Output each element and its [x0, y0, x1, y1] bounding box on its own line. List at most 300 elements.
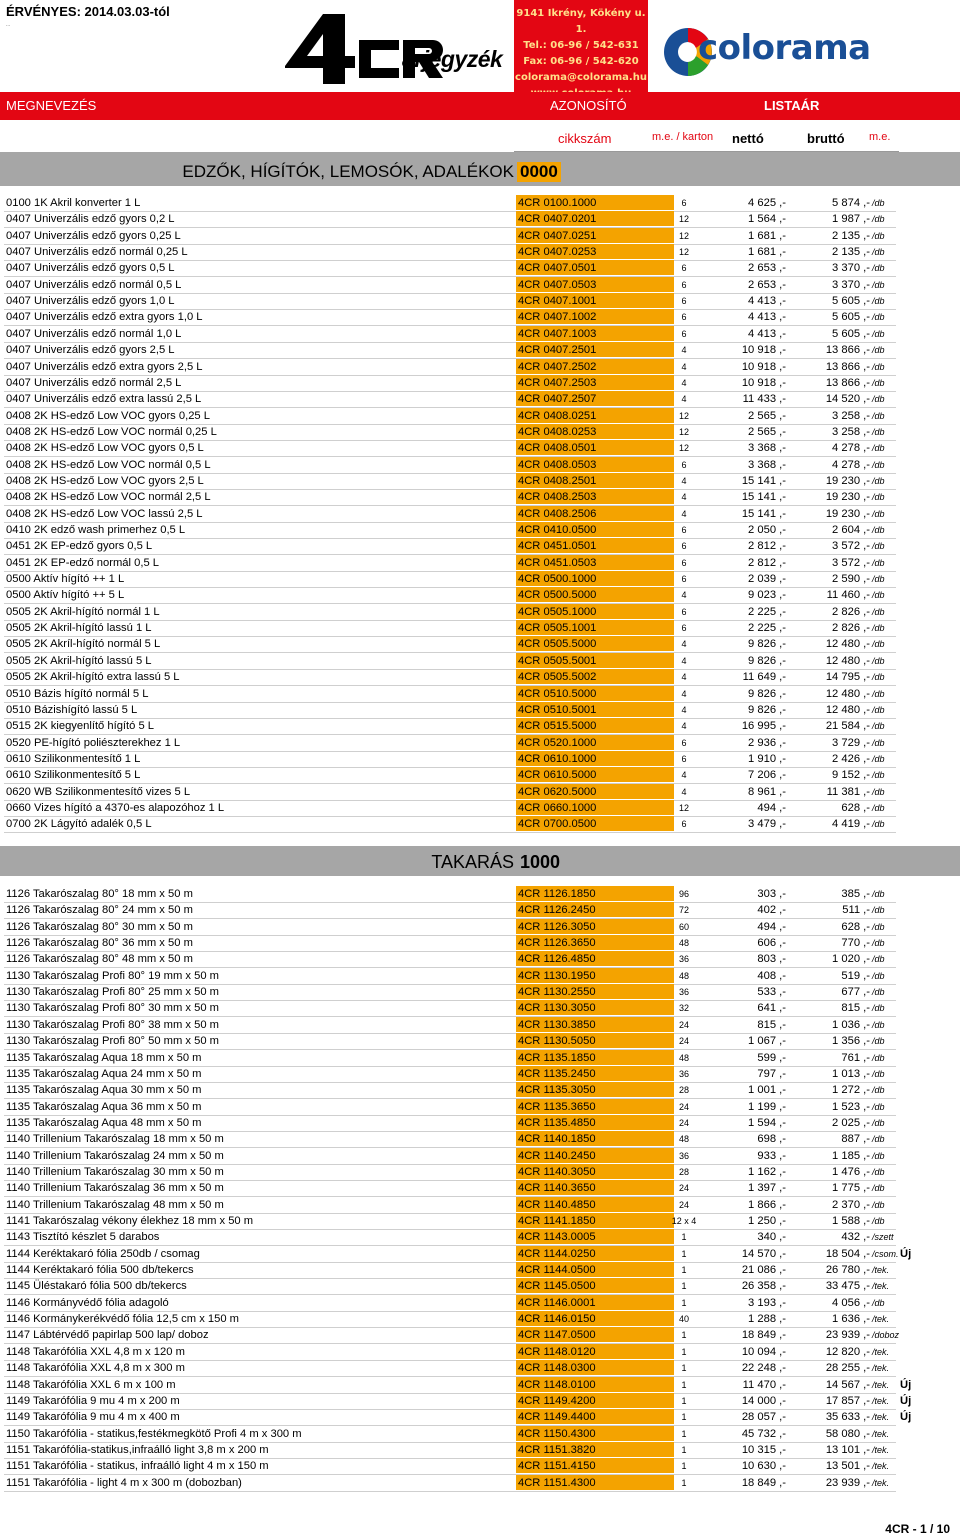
- gross-price: 19 230 ,-: [825, 474, 870, 487]
- product-code: 4CR 1126.1850: [516, 886, 674, 901]
- pack-qty: 1: [681, 1297, 687, 1308]
- product-name: 1140 Trillenium Takarószalag 18 mm x 50 m: [6, 1133, 224, 1146]
- product-code: 4CR 1126.2450: [516, 902, 674, 917]
- table-row: [4, 211, 896, 228]
- product-name: 1148 Takarófólia XXL 4,8 m x 300 m: [6, 1362, 185, 1375]
- table-row: [4, 1131, 896, 1148]
- contact-fax: Fax: 06-96 / 542-620: [523, 56, 639, 67]
- pack-qty: 4: [681, 508, 687, 519]
- section-edzok-title: EDZŐK, HÍGÍTÓK, LEMOSÓK, ADALÉKOK: [182, 162, 514, 181]
- pack-qty: 36: [678, 1150, 689, 1161]
- product-name: 1135 Takarószalag Aqua 24 mm x 50 m: [6, 1067, 202, 1080]
- product-name: 1126 Takarószalag 80° 48 mm x 50 m: [6, 953, 193, 966]
- net-price: 1 564 ,-: [748, 213, 786, 226]
- net-price: 2 812 ,-: [748, 540, 786, 553]
- table-row: [4, 1066, 896, 1083]
- table-row: [4, 1050, 896, 1067]
- product-name: 0620 WB Szilikonmentesítő vizes 5 L: [6, 785, 191, 798]
- table-row: [4, 473, 896, 490]
- table-row: [4, 718, 896, 735]
- product-code: 4CR 1140.2450: [516, 1148, 674, 1163]
- product-name: 1130 Takarószalag Profi 80° 30 mm x 50 m: [6, 1002, 219, 1015]
- table-row: [4, 555, 896, 572]
- net-price: 1 866 ,-: [748, 1198, 786, 1211]
- net-price: 1 397 ,-: [748, 1182, 786, 1195]
- net-price: 10 918 ,-: [741, 376, 786, 389]
- net-price: 3 193 ,-: [748, 1296, 786, 1309]
- table-row: [4, 440, 896, 457]
- net-price: 303 ,-: [757, 888, 786, 900]
- net-price: 4 413 ,-: [748, 327, 786, 340]
- table-row: [4, 1393, 912, 1410]
- product-name: 0407 Univerzális edző normál 0,5 L: [6, 278, 182, 291]
- unit: /db: [872, 1166, 885, 1177]
- gross-price: 1 588 ,-: [832, 1215, 870, 1227]
- table-row: [4, 751, 896, 768]
- product-name: 0520 PE-hígító poliészterekhez 1 L: [6, 736, 181, 749]
- product-name: 1135 Takarószalag Aqua 48 mm x 50 m: [6, 1116, 202, 1129]
- product-code: 4CR 0408.2503: [516, 489, 674, 504]
- table-row: [4, 457, 896, 474]
- product-code: 4CR 0407.2502: [516, 359, 674, 374]
- pack-qty: 48: [678, 938, 689, 949]
- net-price: 10 918 ,-: [741, 344, 786, 357]
- unit: /db: [872, 394, 885, 405]
- table-row: [4, 424, 896, 441]
- gross-price: 3 729 ,-: [832, 736, 870, 749]
- pack-qty: 6: [681, 198, 687, 208]
- pack-qty: 1: [681, 1330, 687, 1341]
- unit: /db: [872, 1134, 885, 1145]
- table-row: [4, 375, 896, 392]
- table-row: [4, 571, 896, 588]
- pack-qty: 24: [678, 1036, 689, 1047]
- pack-qty: 4: [681, 361, 687, 372]
- unit: /db: [872, 296, 885, 307]
- product-name: 0510 Bázishígító lassú 5 L: [6, 703, 138, 716]
- gross-price: 1 523 ,-: [832, 1100, 870, 1113]
- net-price: 2 653 ,-: [748, 262, 786, 275]
- table-row: [4, 1295, 896, 1312]
- unit: /db: [872, 377, 885, 388]
- sub-header: [514, 121, 899, 152]
- unit: /db: [872, 672, 885, 683]
- unit: /db: [872, 905, 885, 916]
- table-row: [4, 1033, 896, 1050]
- product-code: 4CR 1149.4200: [516, 1393, 674, 1408]
- unit: /db: [872, 987, 885, 998]
- net-price: 7 206 ,-: [748, 769, 786, 782]
- product-name: 0505 2K Akril-hígító lassú 1 L: [6, 622, 152, 635]
- table-row: [4, 653, 896, 670]
- unit: /db: [872, 492, 885, 503]
- gross-price: 13 101 ,-: [825, 1443, 870, 1456]
- unit: /db: [872, 704, 885, 715]
- table-row: [4, 1115, 896, 1132]
- pack-qty: 1: [681, 1281, 687, 1292]
- product-name: 1135 Takarószalag Aqua 36 mm x 50 m: [6, 1100, 202, 1113]
- table-row: [4, 669, 896, 686]
- product-code: 4CR 1140.1850: [516, 1131, 674, 1146]
- new-badge: Új: [900, 1394, 912, 1407]
- pack-qty: 48: [678, 970, 689, 981]
- gross-price: 2 135 ,-: [832, 229, 870, 242]
- pack-qty: 12: [678, 426, 689, 437]
- product-name: 0408 2K HS-edző Low VOC gyors 0,25 L: [6, 409, 210, 422]
- gross-price: 2 426 ,-: [832, 752, 870, 765]
- pack-qty: 72: [678, 905, 689, 916]
- pack-qty: 4: [681, 345, 687, 356]
- pack-qty: 6: [681, 753, 687, 764]
- product-code: 4CR 1130.3850: [516, 1017, 674, 1032]
- gross-price: 23 939 ,-: [825, 1476, 870, 1489]
- product-name: 1126 Takarószalag 80° 18 mm x 50 m: [6, 888, 193, 900]
- pack-qty: 36: [678, 1068, 689, 1079]
- product-code: 4CR 0610.1000: [516, 751, 674, 766]
- net-price: 933 ,-: [757, 1149, 786, 1162]
- net-price: 4 413 ,-: [748, 311, 786, 324]
- unit: /csom.: [872, 1248, 899, 1259]
- gross-price: 1 272 ,-: [832, 1084, 870, 1097]
- net-price: 1 067 ,-: [748, 1035, 786, 1048]
- sub-brutto: bruttó: [807, 131, 845, 146]
- unit: /tek.: [872, 1444, 890, 1455]
- gross-price: 13 866 ,-: [825, 376, 870, 389]
- gross-price: 12 480 ,-: [825, 703, 870, 716]
- net-price: 1 910 ,-: [748, 752, 786, 765]
- product-name: 1148 Takarófólia XXL 4,8 m x 120 m: [6, 1345, 185, 1358]
- unit: /tek.: [872, 1281, 890, 1292]
- table-row: [4, 1148, 896, 1165]
- gross-price: 519 ,-: [841, 969, 870, 982]
- gross-price: 4 056 ,-: [832, 1296, 870, 1309]
- unit: /db: [872, 1052, 885, 1063]
- table-row: [4, 195, 896, 212]
- net-price: 1 681 ,-: [748, 229, 786, 242]
- net-price: 3 368 ,-: [748, 442, 786, 455]
- unit: /db: [872, 639, 885, 650]
- col-listaar: LISTAÁR: [764, 98, 820, 113]
- pack-qty: 12: [678, 410, 689, 421]
- gross-price: 11 460 ,-: [826, 589, 870, 602]
- table-row: [4, 636, 896, 653]
- unit: /db: [872, 1068, 885, 1079]
- table-row: [4, 604, 896, 621]
- product-name: 1151 Takarófólia - light 4 m x 300 m (dobozban): [6, 1476, 242, 1489]
- col-megnevezes: MEGNEVEZÉS: [6, 98, 97, 113]
- net-price: 4 413 ,-: [748, 295, 786, 308]
- new-badge: Új: [900, 1247, 912, 1260]
- product-code: 4CR 0407.2503: [516, 375, 674, 390]
- gross-price: 511 ,-: [842, 904, 870, 917]
- pack-qty: 4: [681, 721, 687, 732]
- net-price: 698 ,-: [757, 1133, 786, 1146]
- product-name: 0407 Univerzális edző normál 0,25 L: [6, 246, 188, 259]
- gross-price: 3 370 ,-: [832, 278, 870, 291]
- product-name: 0407 Univerzális edző normál 2,5 L: [6, 376, 182, 389]
- net-price: 2 225 ,-: [748, 622, 786, 635]
- pack-qty: 48: [678, 1052, 689, 1063]
- table-row: [4, 951, 896, 968]
- contact-email[interactable]: colorama@colorama.hu: [515, 72, 647, 83]
- unit: /tek.: [872, 1363, 890, 1374]
- gross-price: 887 ,-: [841, 1133, 870, 1146]
- table-row: [4, 1360, 896, 1377]
- pack-qty: 4: [681, 377, 687, 388]
- product-code: 4CR 0408.2506: [516, 506, 674, 521]
- unit: /db: [872, 475, 885, 486]
- table-row: [4, 1409, 912, 1426]
- product-name: 0700 2K Lágyító adalék 0,5 L: [6, 818, 152, 831]
- pack-qty: 1: [681, 1346, 687, 1357]
- unit: /tek.: [872, 1379, 890, 1390]
- unit: /db: [872, 1101, 885, 1112]
- table-row: [4, 816, 896, 833]
- net-price: 2 565 ,-: [748, 425, 786, 438]
- gross-price: 1 476 ,-: [832, 1165, 870, 1178]
- gross-price: 1 020 ,-: [832, 953, 870, 966]
- gross-price: 4 419 ,-: [832, 818, 870, 831]
- pack-qty: 1: [681, 1477, 687, 1488]
- col-azonosito: AZONOSÍTÓ: [550, 98, 627, 113]
- product-code: 4CR 0505.1001: [516, 620, 674, 635]
- gross-price: 13 866 ,-: [825, 344, 870, 357]
- unit: /doboz: [872, 1330, 900, 1341]
- product-name: 0451 2K EP-edző normál 0,5 L: [6, 556, 159, 569]
- table-row: [4, 686, 896, 703]
- unit: /db: [872, 508, 885, 519]
- unit: /db: [872, 737, 885, 748]
- net-price: 22 248 ,-: [741, 1362, 786, 1375]
- net-price: 3 479 ,-: [748, 818, 786, 831]
- table-row: [4, 1000, 896, 1017]
- pack-qty: 6: [681, 623, 687, 634]
- product-code: 4CR 1135.2450: [516, 1066, 674, 1081]
- gross-price: 12 820 ,-: [825, 1345, 870, 1358]
- gross-price: 761 ,-: [841, 1051, 870, 1064]
- product-code: 4CR 0408.0501: [516, 440, 674, 455]
- gross-price: 677 ,-: [841, 986, 870, 999]
- unit: /db: [872, 954, 885, 965]
- table-row: [4, 886, 896, 903]
- net-price: 9 826 ,-: [748, 654, 786, 667]
- table-row: [4, 522, 896, 539]
- pack-qty: 12: [678, 214, 689, 225]
- net-price: 815 ,-: [757, 1018, 786, 1031]
- net-price: 28 057 ,-: [741, 1411, 786, 1424]
- product-code: 4CR 0505.5002: [516, 669, 674, 684]
- section-edzok-number: 0000: [517, 162, 561, 182]
- pack-qty: 1: [681, 1395, 687, 1406]
- product-code: 4CR 1130.2550: [516, 984, 674, 999]
- product-name: 1130 Takarószalag Profi 80° 19 mm x 50 m: [6, 969, 219, 982]
- product-code: 4CR 0408.0503: [516, 457, 674, 472]
- product-code: 4CR 1151.4300: [516, 1475, 674, 1490]
- product-code: 4CR 0407.0501: [516, 260, 674, 275]
- net-price: 9 826 ,-: [748, 638, 786, 651]
- unit: /db: [872, 889, 885, 899]
- product-name: 0407 Univerzális edző gyors 1,0 L: [6, 295, 175, 308]
- product-code: 4CR 0620.5000: [516, 784, 674, 799]
- net-price: 14 000 ,-: [741, 1394, 786, 1407]
- net-price: 533 ,-: [757, 986, 786, 999]
- net-price: 2 039 ,-: [748, 573, 786, 586]
- pack-qty: 6: [681, 328, 687, 339]
- net-price: 1 594 ,-: [748, 1116, 786, 1129]
- gross-price: 5 605 ,-: [832, 295, 870, 308]
- unit: /db: [872, 410, 885, 421]
- product-code: 4CR 1135.1850: [516, 1050, 674, 1065]
- pack-qty: 6: [681, 279, 687, 290]
- table-row: [4, 1197, 896, 1214]
- gross-price: 2 590 ,-: [832, 573, 870, 586]
- unit: /db: [872, 753, 885, 764]
- gross-price: 1 775 ,-: [832, 1182, 870, 1195]
- product-name: 0407 Univerzális edző extra lassú 2,5 L: [6, 393, 202, 406]
- product-name: 1149 Takarófólia 9 mu 4 m x 400 m: [6, 1411, 180, 1424]
- product-name: 1140 Trillenium Takarószalag 48 mm x 50 m: [6, 1198, 224, 1211]
- net-price: 2 050 ,-: [748, 524, 786, 536]
- unit: /db: [872, 921, 885, 932]
- product-name: 0407 Univerzális edző gyors 2,5 L: [6, 344, 175, 357]
- product-name: 1126 Takarószalag 80° 30 mm x 50 m: [6, 920, 193, 933]
- pack-qty: 4: [681, 672, 687, 683]
- net-price: 606 ,-: [757, 937, 786, 950]
- net-price: 9 826 ,-: [748, 687, 786, 700]
- unit: /db: [872, 1085, 885, 1096]
- product-code: 4CR 1140.3650: [516, 1180, 674, 1195]
- new-badge: Új: [900, 1378, 912, 1391]
- net-price: 599 ,-: [757, 1051, 786, 1064]
- pack-qty: 4: [681, 475, 687, 486]
- brand-name: colorama: [698, 28, 871, 68]
- product-code: 4CR 0408.0253: [516, 424, 674, 439]
- table-row: [4, 309, 896, 326]
- product-name: 1135 Takarószalag Aqua 30 mm x 50 m: [6, 1084, 202, 1097]
- unit: /db: [872, 1216, 885, 1226]
- unit: /db: [872, 214, 885, 225]
- unit: /db: [872, 312, 885, 323]
- pack-qty: 36: [678, 954, 689, 965]
- gross-price: 14 795 ,-: [825, 671, 870, 684]
- unit: /tek.: [872, 1314, 890, 1325]
- unit: /db: [872, 1117, 885, 1128]
- page-number: 4CR - 1 / 10: [885, 1522, 950, 1536]
- unit: /db: [872, 263, 885, 274]
- unit: /db: [872, 1150, 885, 1161]
- pack-qty: 24: [678, 1019, 689, 1030]
- product-code: 4CR 0407.0253: [516, 244, 674, 259]
- unit: /db: [872, 198, 885, 208]
- product-code: 4CR 1144.0500: [516, 1262, 674, 1277]
- net-price: 3 368 ,-: [748, 458, 786, 471]
- unit: /db: [872, 1199, 885, 1210]
- product-name: 1151 Takarófólia-statikus,infraálló light 3,8 m x 200 m: [6, 1443, 269, 1456]
- gross-price: 3 572 ,-: [832, 540, 870, 553]
- product-code: 4CR 1126.3650: [516, 935, 674, 950]
- product-code: 4CR 0505.5000: [516, 636, 674, 651]
- gross-price: 58 080 ,-: [825, 1427, 870, 1440]
- pack-qty: 4: [681, 770, 687, 781]
- product-name: 1130 Takarószalag Profi 80° 50 mm x 50 m: [6, 1035, 219, 1048]
- product-name: 0500 Aktív hígító ++ 1 L: [6, 573, 125, 586]
- product-name: 0410 2K edző wash primerhez 0,5 L: [6, 524, 186, 536]
- gross-price: 4 278 ,-: [832, 442, 870, 455]
- net-price: 10 630 ,-: [741, 1460, 786, 1473]
- pack-qty: 4: [681, 655, 687, 666]
- gross-price: 815 ,-: [841, 1002, 870, 1015]
- product-name: 0407 Univerzális edző gyors 0,5 L: [6, 262, 175, 275]
- table-row: [4, 293, 896, 310]
- unit: /db: [872, 279, 885, 290]
- pack-qty: 12 x 4: [671, 1216, 697, 1226]
- product-code: 4CR 0410.0500: [516, 522, 674, 537]
- product-code: 4CR 0407.2507: [516, 391, 674, 406]
- gross-price: 9 152 ,-: [832, 769, 870, 782]
- new-badge: Új: [900, 1411, 912, 1424]
- table-row: [4, 1426, 896, 1443]
- section-takaras-number: 1000: [520, 852, 561, 872]
- net-price: 494 ,-: [757, 801, 786, 814]
- pack-qty: 6: [681, 541, 687, 552]
- gross-price: 3 258 ,-: [832, 425, 870, 438]
- table-row: [4, 735, 896, 752]
- net-price: 803 ,-: [757, 953, 786, 966]
- unit: /db: [872, 247, 885, 258]
- net-price: 21 086 ,-: [741, 1264, 786, 1277]
- product-code: 4CR 0510.5001: [516, 702, 674, 717]
- product-name: 1126 Takarószalag 80° 24 mm x 50 m: [6, 904, 193, 917]
- product-code: 4CR 1126.3050: [516, 919, 674, 934]
- pack-qty: 24: [678, 1199, 689, 1210]
- product-code: 4CR 0500.5000: [516, 587, 674, 602]
- gross-price: 28 255 ,-: [825, 1362, 870, 1375]
- net-price: 11 470 ,-: [742, 1378, 786, 1391]
- pack-qty: 96: [678, 889, 689, 899]
- unit: /db: [872, 361, 885, 372]
- table-row: [4, 1180, 896, 1197]
- unit: /db: [872, 557, 885, 568]
- pack-qty: 28: [678, 1166, 689, 1177]
- table-row: [4, 326, 896, 343]
- pack-qty: 60: [678, 921, 689, 932]
- pack-qty: 4: [681, 590, 687, 601]
- pack-qty: 12: [678, 802, 689, 813]
- table-row: [4, 587, 896, 604]
- table-row: [4, 1082, 896, 1099]
- pack-qty: 4: [681, 639, 687, 650]
- net-price: 16 995 ,-: [741, 720, 786, 733]
- product-code: 4CR 0520.1000: [516, 735, 674, 750]
- gross-price: 628 ,-: [841, 920, 870, 933]
- product-code: 4CR 0407.1003: [516, 326, 674, 341]
- table-row: [4, 1099, 896, 1116]
- net-price: 14 570 ,-: [741, 1247, 786, 1260]
- table-row: [4, 984, 896, 1001]
- gross-price: 26 780 ,-: [825, 1264, 870, 1277]
- pack-qty: 12: [678, 247, 689, 258]
- unit: /db: [872, 230, 885, 241]
- product-code: 4CR 1148.0120: [516, 1344, 674, 1359]
- product-name: 0407 Univerzális edző gyors 0,25 L: [6, 229, 181, 242]
- validity-date: ÉRVÉNYES: 2014.03.03-tól: [6, 4, 170, 19]
- product-code: 4CR 0407.1002: [516, 309, 674, 324]
- section-takaras-bar: [0, 846, 960, 876]
- pack-qty: 24: [678, 1183, 689, 1194]
- unit: /db: [872, 1036, 885, 1047]
- product-name: 1140 Trillenium Takarószalag 30 mm x 50 m: [6, 1165, 224, 1178]
- table-row: [4, 1017, 896, 1034]
